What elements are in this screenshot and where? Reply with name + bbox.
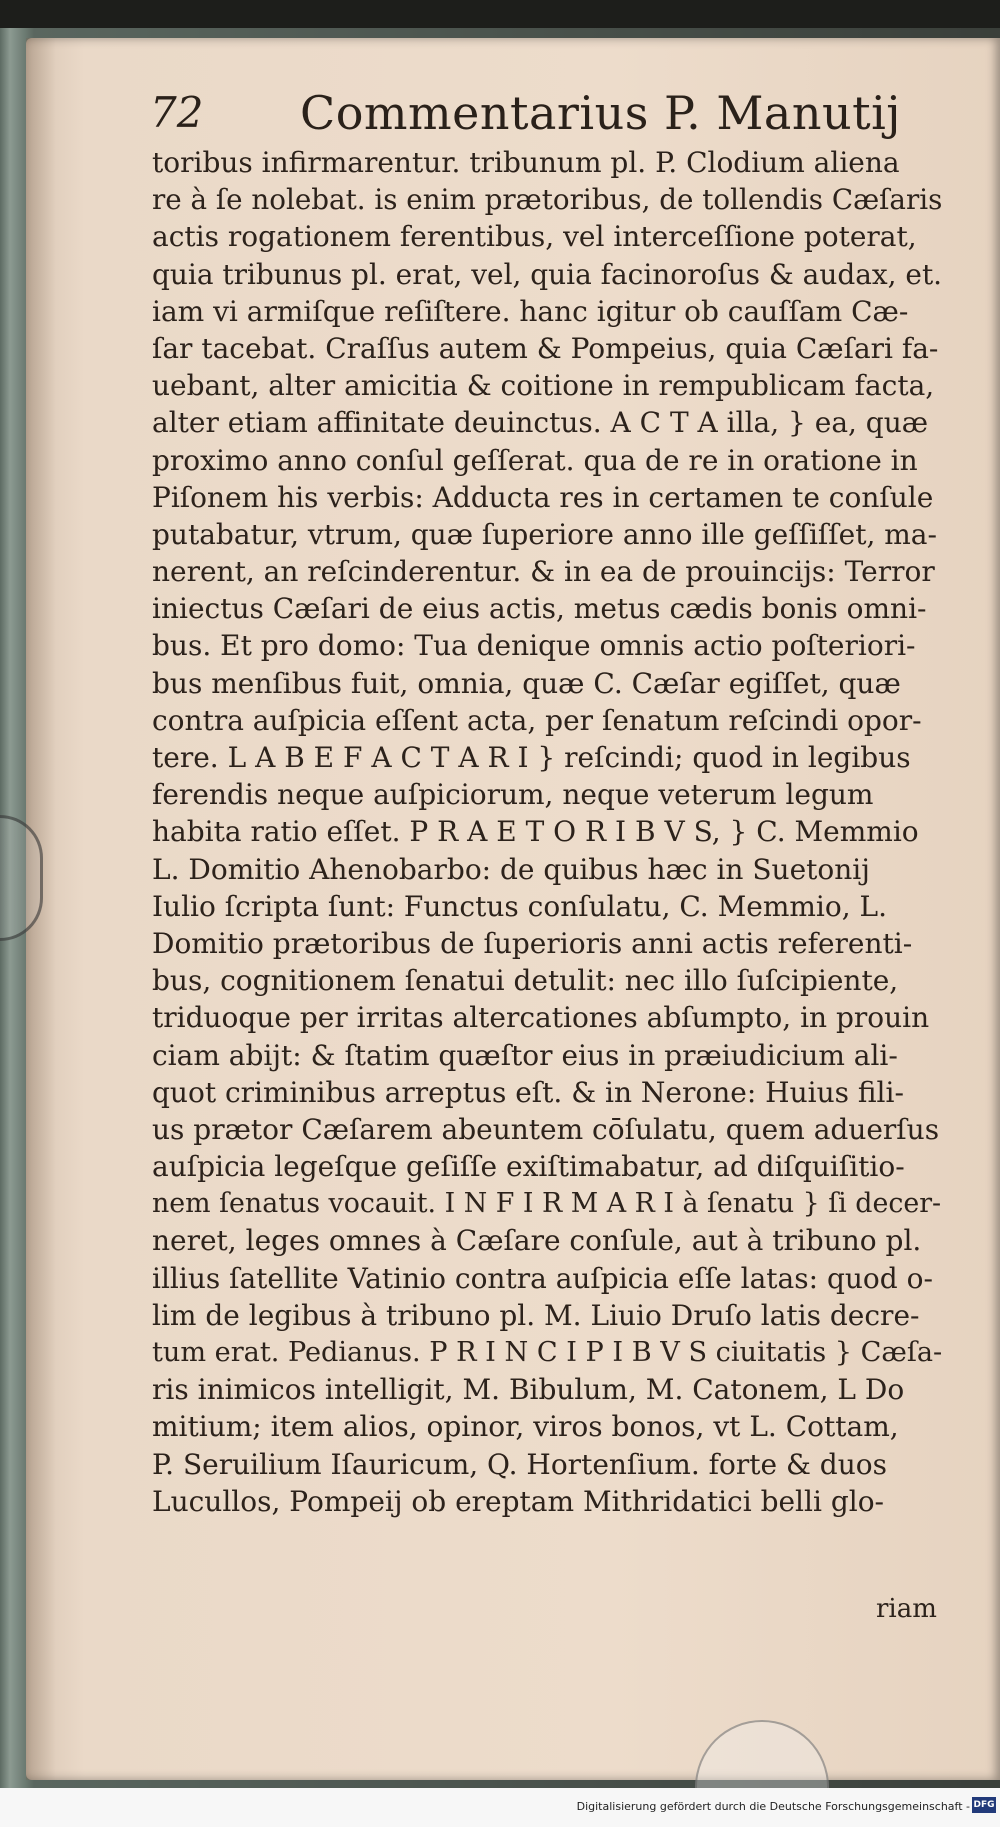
text-line: quot criminibus arreptus eſt. & in Nerone: Huius fili- [152,1075,904,1109]
text-line: quia tribunus pl. erat, vel, quia facinoroſus & audax, et. [152,257,943,291]
text-line: triduoque per irritas altercationes abſumpto, in prouin [152,1001,930,1035]
text-line: L. Domitio Ahenobarbo: de quibus hæc in Suetonij [152,852,870,886]
digitization-credit: Digitalisierung gefördert durch die Deutsche Forschungsgemeinschaft - [576,1800,970,1813]
text-line: iam vi armiſque reſiſtere. hanc igitur ob cauſſam Cæ- [152,294,909,328]
text-line: Iulio ſcripta ſunt: Functus conſulatu, C. Memmio, L. [152,889,888,923]
text-line: nem ſenatus vocauit. I N F I R M A R I à ſenatu } ſi decer- [152,1188,942,1220]
running-title: Commentarius P. Manutij [300,86,902,140]
page-header [150,86,930,146]
text-line: Piſonem his verbis: Adducta res in certamen te conſule [152,480,934,514]
text-line: habita ratio eſſet. P R A E T O R I B V S, } C. Memmio [152,815,919,849]
text-line: tum erat. Pedianus. P R I N C I P I B V S ciuitatis } Cæſa- [152,1337,943,1368]
text-line: ciam abijt: & ſtatim quæſtor eius in præiudicium ali- [152,1038,898,1072]
text-line: actis rogationem ferentibus, vel interceſſione poterat, [152,220,917,254]
page-number: 72 [150,88,204,137]
text-line: auſpicia legeſque geſiſſe exiſtimabatur, ad diſquiſitio- [152,1150,905,1184]
text-line: putabatur, vtrum, quæ ſuperiore anno ille geſſiſſet, ma- [152,517,937,551]
text-line: proximo anno conſul geſſerat. qua de re in oratione in [152,443,918,477]
catchword: riam [876,1594,937,1624]
text-line: alter etiam affinitate deuinctus. A C T A illa, } ea, quæ [152,406,929,440]
text-line: P. Seruilium Iſauricum, Q. Hortenſium. forte & duos [152,1447,887,1481]
text-line: ſar tacebat. Craſſus autem & Pompeius, quia Cæſari fa- [152,331,939,365]
text-line: ferendis neque auſpiciorum, neque veterum legum [152,778,874,812]
body-text [152,144,942,1520]
text-line: Lucullos, Pompeij ob ereptam Mithridatici belli glo- [152,1484,885,1518]
text-line: bus menſibus fuit, omnia, quæ C. Cæſar egiſſet, quæ [152,666,901,700]
text-line: bus. Et pro domo: Tua denique omnis actio poſteriori- [152,629,916,663]
text-line: lim de legibus à tribuno pl. M. Liuio Druſo latis decre- [152,1298,920,1332]
text-line: Domitio prætoribus de ſuperioris anni actis referenti- [152,926,913,960]
text-line: iniectus Cæſari de eius actis, metus cædis bonis omni- [152,592,927,626]
dfg-logo: DFG [972,1797,996,1813]
text-line: bus, cognitionem ſenatui detulit: nec illo ſuſcipiente, [152,964,899,998]
text-line: ris inimicos intelligit, M. Bibulum, M. Catonem, L Do [152,1373,905,1407]
text-line: neret, leges omnes à Cæſare conſule, aut à tribuno pl. [152,1224,922,1258]
text-line: re à ſe nolebat. is enim prætoribus, de tollendis Cæſaris [152,183,943,217]
text-line: nerent, an reſcinderentur. & in ea de prouincijs: Terror [152,555,935,589]
text-line: illius ſatellite Vatinio contra auſpicia eſſe latas: quod o- [152,1261,933,1295]
text-line: toribus infirmarentur. tribunum pl. P. Clodium aliena [152,146,900,179]
text-line: us prætor Cæſarem abeuntem cōſulatu, quem aduerſus [152,1112,940,1146]
text-line: mitium; item alios, opinor, viros bonos, vt L. Cottam, [152,1410,899,1444]
text-line: tere. L A B E F A C T A R I } reſcindi; quod in legibus [152,741,911,774]
text-line: uebant, alter amicitia & coitione in rempublicam facta, [152,369,935,403]
text-line: contra auſpicia eſſent acta, per ſenatum reſcindi opor- [152,703,922,737]
